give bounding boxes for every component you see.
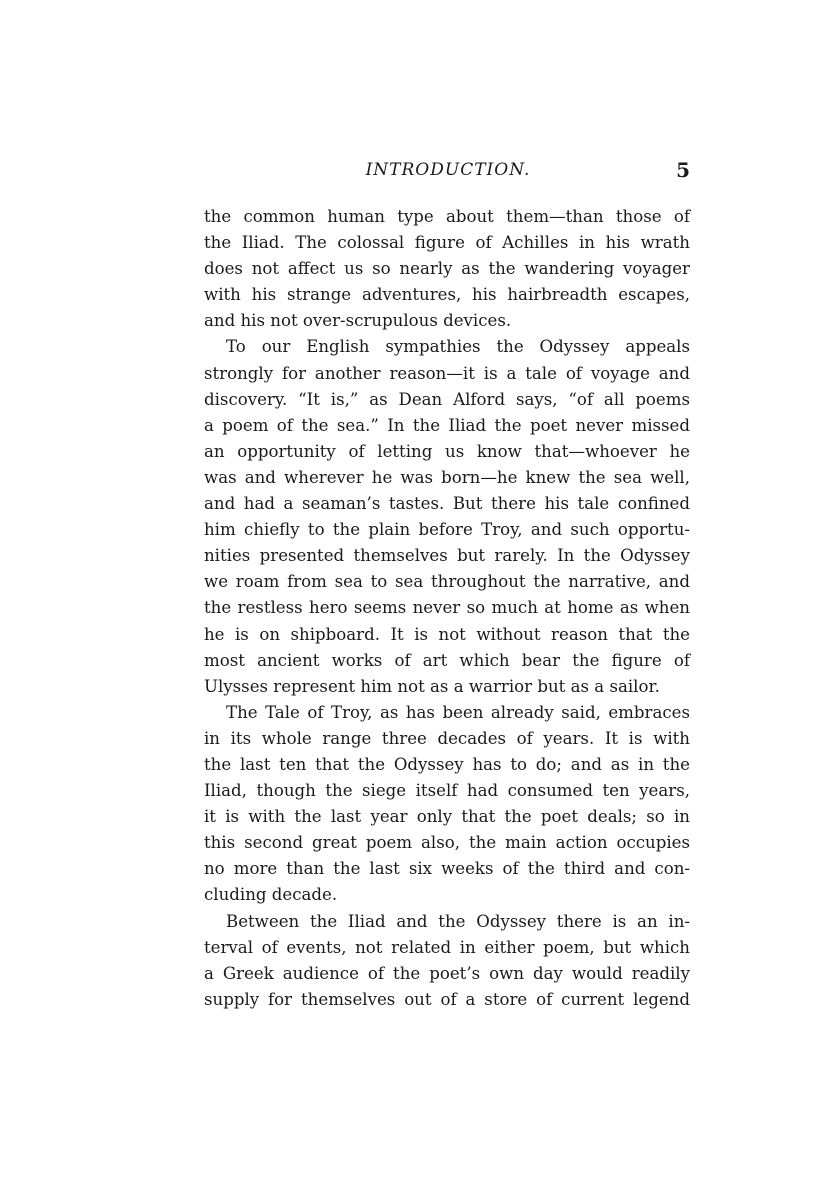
page-number: 5: [676, 158, 690, 182]
text-line: The Tale of Troy, as has been already said, embraces: [226, 702, 690, 722]
text-line: Between the Iliad and the Odyssey there is an in-: [226, 911, 690, 931]
text-line: most ancient works of art which bear the figure of: [204, 650, 690, 670]
text-line: a Greek audience of the poet’s own day would readily: [204, 963, 690, 983]
text-line: does not affect us so nearly as the wandering voyager: [204, 259, 690, 279]
text-line: cluding decade.: [204, 885, 338, 905]
running-title: INTRODUCTION.: [365, 160, 531, 180]
text-line: this second great poem also, the main action occupies: [204, 833, 690, 853]
body-text: [204, 204, 690, 1013]
text-line: in its whole range three decades of years. It is with: [204, 728, 690, 748]
text-line: Iliad, though the siege itself had consumed ten years,: [204, 781, 690, 801]
text-line: strongly for another reason—it is a tale of voyage and: [204, 363, 690, 383]
text-line: we roam from sea to sea throughout the narrative, and: [204, 572, 690, 592]
text-line: terval of events, not related in either poem, but which: [204, 937, 690, 957]
text-line: he is on shipboard. It is not without reason that the: [204, 624, 690, 644]
text-line: the Iliad. The colossal figure of Achilles in his wrath: [204, 233, 690, 253]
text-line: an opportunity of letting us know that—whoever he: [204, 441, 690, 461]
text-line: a poem of the sea.” In the Iliad the poet never missed: [204, 415, 690, 435]
text-line: him chiefly to the plain before Troy, and such opportu-: [204, 520, 690, 540]
text-line: was and wherever he was born—he knew the sea well,: [204, 467, 690, 487]
text-line: and had a seaman’s tastes. But there his tale confined: [204, 494, 690, 514]
running-head: [204, 160, 692, 190]
text-line: it is with the last year only that the poet deals; so in: [204, 807, 690, 827]
text-line: the common human type about them—than those of: [204, 207, 690, 226]
text-line: and his not over-scrupulous devices.: [204, 311, 512, 331]
text-line: with his strange adventures, his hairbreadth escapes,: [204, 285, 690, 305]
text-line: discovery. “It is,” as Dean Alford says, “of all poems: [204, 389, 690, 409]
text-line: the last ten that the Odyssey has to do; and as in the: [204, 754, 690, 774]
text-line: Ulysses represent him not as a warrior but as a sailor.: [204, 676, 660, 696]
text-line: nities presented themselves but rarely. In the Odyssey: [204, 546, 690, 566]
text-line: supply for themselves out of a store of current legend: [204, 989, 690, 1009]
text-line: To our English sympathies the Odyssey appeals: [226, 337, 690, 357]
text-line: no more than the last six weeks of the third and con-: [204, 859, 690, 879]
text-line: the restless hero seems never so much at home as when: [204, 598, 690, 618]
